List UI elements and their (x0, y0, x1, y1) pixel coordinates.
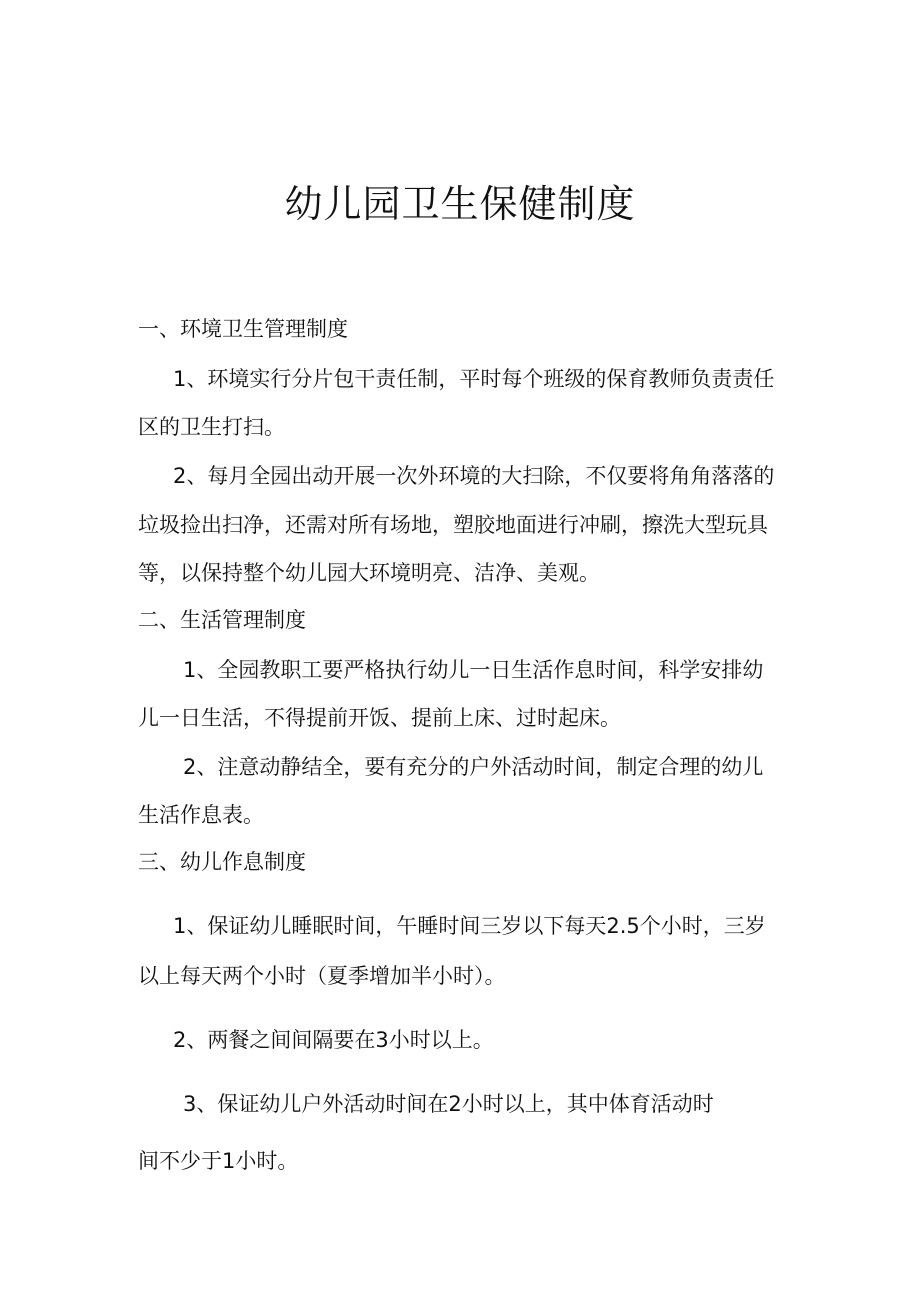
paragraph-line: 3、保证幼儿户外活动时间在2小时以上，其中体育活动时 (183, 1092, 714, 1116)
document-title: 幼儿园卫生保健制度 (284, 182, 636, 226)
paragraph-line: 1、全园教职工要严格执行幼儿一日生活作息时间，科学安排幼 (183, 658, 764, 682)
paragraph-line: 1、保证幼儿睡眠时间，午睡时间三岁以下每天2.5个小时，三岁 (173, 914, 766, 938)
paragraph-line: 2、每月全园出动开展一次外环境的大扫除，不仅要将角角落落的 (173, 464, 775, 488)
paragraph-line: 区的卫生打扫。 (138, 415, 285, 439)
section-heading-environment: 一、环境卫生管理制度 (138, 317, 348, 341)
paragraph-line: 以上每天两个小时（夏季增加半小时）。 (138, 964, 506, 988)
paragraph-line: 儿一日生活，不得提前开饭、提前上床、过时起床。 (138, 706, 621, 730)
section-heading-life: 二、生活管理制度 (138, 608, 306, 632)
paragraph-line: 2、注意动静结全，要有充分的户外活动时间，制定合理的幼儿 (183, 755, 764, 779)
paragraph-line: 生活作息表。 (138, 803, 264, 827)
section-heading-schedule: 三、幼儿作息制度 (138, 850, 306, 874)
paragraph-line: 间不少于1小时。 (138, 1149, 299, 1173)
paragraph-line: 1、环境实行分片包干责任制，平时每个班级的保育教师负责责任 (173, 367, 775, 391)
paragraph-line: 垃圾捡出扫净，还需对所有场地，塑胶地面进行冲刷，擦洗大型玩具 (138, 513, 768, 537)
paragraph-line: 等，以保持整个幼儿园大环境明亮、洁净、美观。 (138, 561, 600, 585)
paragraph-line: 2、两餐之间间隔要在3小时以上。 (173, 1028, 494, 1052)
